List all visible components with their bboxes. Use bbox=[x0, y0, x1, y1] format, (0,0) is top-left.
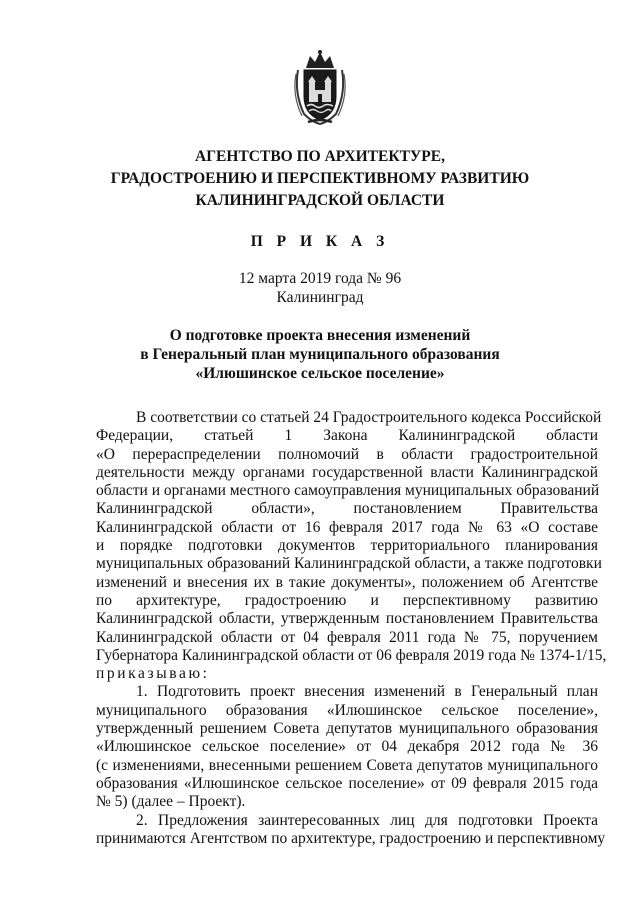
body-line: 1. Подготовить проект внесения изменений в Генеральный план bbox=[136, 683, 598, 701]
body-line: Калининградской области от 04 февраля 2011 года № 75, поручением bbox=[96, 628, 598, 646]
body-line: деятельности между органами государственной власти Калининградской bbox=[96, 463, 598, 481]
body-line: утвержденный решением Совета депутатов муниципального образования bbox=[96, 720, 598, 738]
body-line: изменений и внесения их в такие документы», положением об Агентстве bbox=[96, 573, 598, 591]
kaliningrad-coat-of-arms-icon bbox=[292, 48, 348, 126]
body-line: муниципальных образований Калининградской области, а также подготовки bbox=[96, 555, 602, 573]
body-line: Калининградской области», постановлением Правительства bbox=[96, 500, 598, 518]
body-line: «О перераспределении полномочий в области градостроительной bbox=[96, 445, 598, 463]
agency-name-line: АГЕНТСТВО ПО АРХИТЕКТУРЕ, bbox=[195, 148, 445, 165]
document-subject bbox=[60, 326, 580, 383]
body-line: Калининградской области, утвержденным постановлением Правительства bbox=[96, 610, 598, 628]
body-line: и порядке подготовки документов территориального планирования bbox=[96, 537, 598, 555]
body-line: по архитектуре, градостроению и перспективному развитию bbox=[96, 591, 598, 609]
body-line: Калининградской области от 16 февраля 2017 года № 63 «О составе bbox=[96, 518, 598, 536]
body-line-order-word: приказываю: bbox=[96, 665, 210, 683]
body-line: В соответствии со статьей 24 Градостроительного кодекса Российской bbox=[136, 409, 602, 426]
body-line: области и органами местного самоуправления муниципальных образований bbox=[96, 482, 600, 500]
body-line: принимаются Агентством по архитектуре, градостроению и перспективному bbox=[96, 829, 606, 847]
document-city: Калининград bbox=[276, 289, 364, 306]
body-line: муниципального образования «Илюшинское сельское поселение», bbox=[96, 701, 598, 719]
body-line: № 5) (далее – Проект). bbox=[96, 793, 246, 811]
body-line: 2. Предложения заинтересованных лиц для подготовки Проекта bbox=[136, 811, 598, 829]
document-type: П Р И К А З bbox=[250, 233, 390, 250]
body-line: образования «Илюшинское сельское поселение» от 09 февраля 2015 года bbox=[96, 774, 598, 792]
body-line: (с изменениями, внесенными решением Совета депутатов муниципального bbox=[96, 756, 598, 774]
subject-line: в Генеральный план муниципального образования bbox=[140, 346, 500, 363]
document-date-number: 12 марта 2019 года № 96 bbox=[238, 270, 402, 287]
body-line: «Илюшинское сельское поселение» от 04 декабря 2012 года № 36 bbox=[96, 738, 598, 756]
agency-name-line: КАЛИНИНГРАДСКОЙ ОБЛАСТИ bbox=[195, 192, 445, 209]
agency-name bbox=[60, 146, 580, 212]
document-body bbox=[96, 409, 607, 848]
body-line: Губернатора Калининградской области от 06 февраля 2019 года № 1374-1/15, bbox=[96, 646, 607, 664]
subject-line: «Илюшинское сельское поселение» bbox=[195, 365, 445, 382]
agency-name-line: ГРАДОСТРОЕНИЮ И ПЕРСПЕКТИВНОМУ РАЗВИТИЮ bbox=[110, 170, 530, 187]
subject-line: О подготовке проекта внесения изменений bbox=[169, 327, 471, 344]
body-line: Федерации, статьей 1 Закона Калининградской области bbox=[96, 427, 598, 445]
